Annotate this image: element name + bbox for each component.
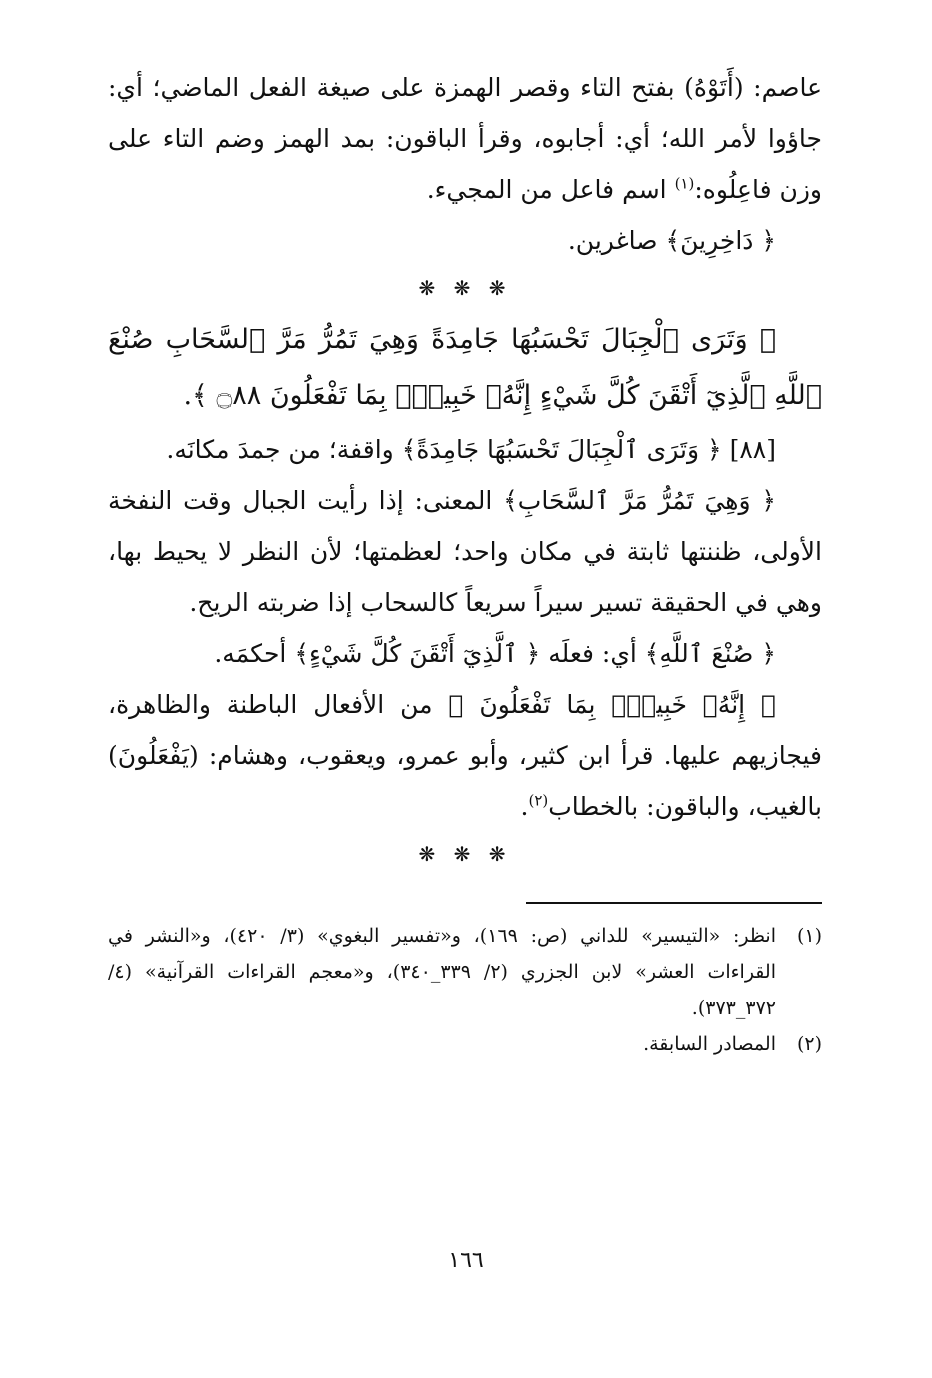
footnote-text: المصادر السابقة.: [643, 1033, 776, 1055]
section-separator: ❋ ❋ ❋: [418, 276, 512, 300]
paragraph-verse-88-tafsir: [٨٨] ﴿ وَتَرَى ٱلْجِبَالَ تَحْسَبُهَا جَامِدَةً﴾ واقفة؛ من جمدَ مكانَه.: [166, 435, 776, 464]
footnote-number: (٢): [796, 1033, 822, 1055]
paragraph-khabir: ﴿ إِنَّهُۥ خَبِيرٌۢ بِمَا تَفْعَلُونَ ﴾ من الأفعال الباطنة والظاهرة، فيجازيهم عليها. قرأ ابن كثير، وأبو عمرو، ويعقوب، وهشام: (يَفْعَلُونَ) بالغيب، والباقون: بالخطاب$^{(٢)}$.: [108, 690, 822, 821]
footnote-text: انظر: «التيسير» للداني (ص: ١٦٩)، و«تفسير البغوي» (٣/ ٤٢٠)، و«النشر في القراءات العشر» لابن الجزري (٢/ ٣٣٩_٣٤٠)، و«معجم القراءات القرآنية» (٤/ ٣٧٢_٣٧٣).: [108, 925, 776, 1019]
page-number: ١٦٦: [448, 1248, 484, 1273]
footnote-divider: [526, 902, 822, 904]
section-separator-end: ❋ ❋ ❋: [418, 842, 512, 866]
footnote-ref-2[interactable]: (٢): [528, 791, 549, 810]
paragraph-dakhirin: ﴿ دَاخِرِينَ﴾ صاغرين.: [567, 226, 776, 255]
footnote-number: (١): [796, 925, 822, 947]
paragraph-mountains-meaning: ﴿ وَهِيَ تَمُرُّ مَرَّ ٱلسَّحَابِ﴾ المعنى: إذا رأيت الجبال وقت النفخة الأولى، ظننتها ثابتة في مكان واحد؛ لعظمتها؛ لأن النظر لا يحيط بها، وهي في الحقيقة تسير سيراً سريعاً كالسحاب إذا ضربته الريح.: [108, 486, 822, 617]
footnote-2: [108, 1026, 822, 1062]
page-content: [108, 62, 822, 1062]
footnote-1: [108, 918, 822, 1026]
paragraph-asim-reading: عاصم: (أَتَوْهُ) بفتح التاء وقصر الهمزة على صيغة الفعل الماضي؛ أي: جاؤوا لأمر الله؛ أي: أجابوه، وقرأ الباقون: بمد الهمز وضم التاء على وزن فاعِلُوه:$^{(١)}$ اسم فاعل من المجيء.: [108, 73, 822, 204]
paragraph-sun-allah: ﴿ صُنْعَ ٱللَّهِ﴾ أي: فعلَه ﴿ ٱلَّذِيٓ أَتْقَنَ كُلَّ شَيْءٍ﴾ أحكمَه.: [214, 639, 776, 668]
footnote-ref-1[interactable]: (١): [674, 174, 695, 193]
quran-verse-88: ﴿ وَتَرَى ٱلْجِبَالَ تَحْسَبُهَا جَامِدَةً وَهِيَ تَمُرُّ مَرَّ ٱلسَّحَابِ صُنْعَ ٱللَّهِ ٱلَّذِيٓ أَتْقَنَ كُلَّ شَيْءٍ إِنَّهُۥ خَبِيرٌۢ بِمَا تَفْعَلُونَ ۝٨٨ ﴾.: [108, 324, 822, 411]
